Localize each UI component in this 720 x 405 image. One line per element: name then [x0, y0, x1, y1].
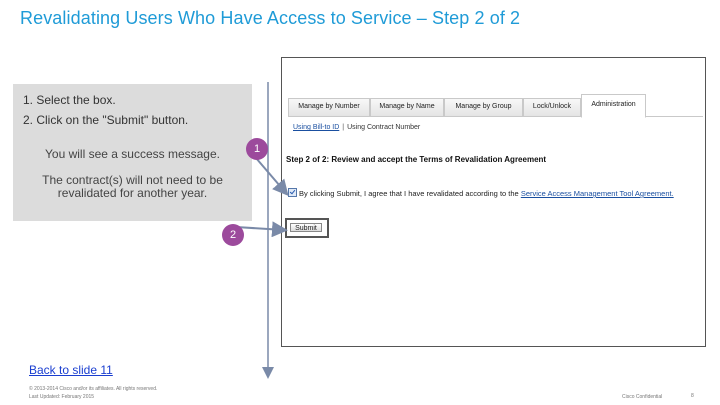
submit-button[interactable]: Submit — [290, 223, 322, 232]
revalidation-note: The contract(s) will not need to be revalidated for another year. — [42, 173, 223, 200]
footer-copyright: © 2013-2014 Cisco and/or its affiliates. All rights reserved. — [29, 386, 158, 392]
tab-manage-by-name[interactable]: Manage by Name — [370, 98, 444, 116]
using-contract-number-option[interactable]: Using Contract Number — [347, 124, 421, 131]
callout-badge-2: 2 — [222, 224, 244, 246]
tab-manage-by-number[interactable]: Manage by Number — [288, 98, 370, 116]
tab-lock-unlock[interactable]: Lock/Unlock — [523, 98, 581, 116]
instruction-step-2: 2. Click on the "Submit" button. — [23, 113, 189, 127]
agreement-link[interactable]: Service Access Management Tool Agreement. — [520, 189, 674, 198]
step-heading: Step 2 of 2: Review and accept the Terms of Revalidation Agreement — [286, 155, 547, 164]
arrow-to-submit — [236, 227, 284, 230]
footer-last-updated: Last Updated: February 2015 — [29, 394, 95, 400]
tab-administration[interactable]: Administration — [581, 94, 646, 118]
using-bill-to-id-link[interactable]: Using Bill-to ID — [293, 124, 340, 131]
callout-badge-1: 1 — [246, 138, 268, 160]
page-number: 8 — [691, 393, 694, 399]
instruction-step-1: 1. Select the box. — [23, 93, 116, 107]
arrow-to-checkbox — [256, 158, 286, 193]
slide-title: Revalidating Users Who Have Access to Service – Step 2 of 2 — [20, 8, 521, 28]
success-note: You will see a success message. — [45, 147, 220, 161]
subnav-separator: | — [342, 124, 345, 131]
footer-confidential: Cisco Confidential — [622, 394, 663, 400]
back-to-slide-link[interactable]: Back to slide 11 — [29, 363, 113, 377]
agreement-text: By clicking Submit, I agree that I have revalidated according to the — [299, 189, 519, 198]
tab-manage-by-group[interactable]: Manage by Group — [444, 98, 523, 116]
